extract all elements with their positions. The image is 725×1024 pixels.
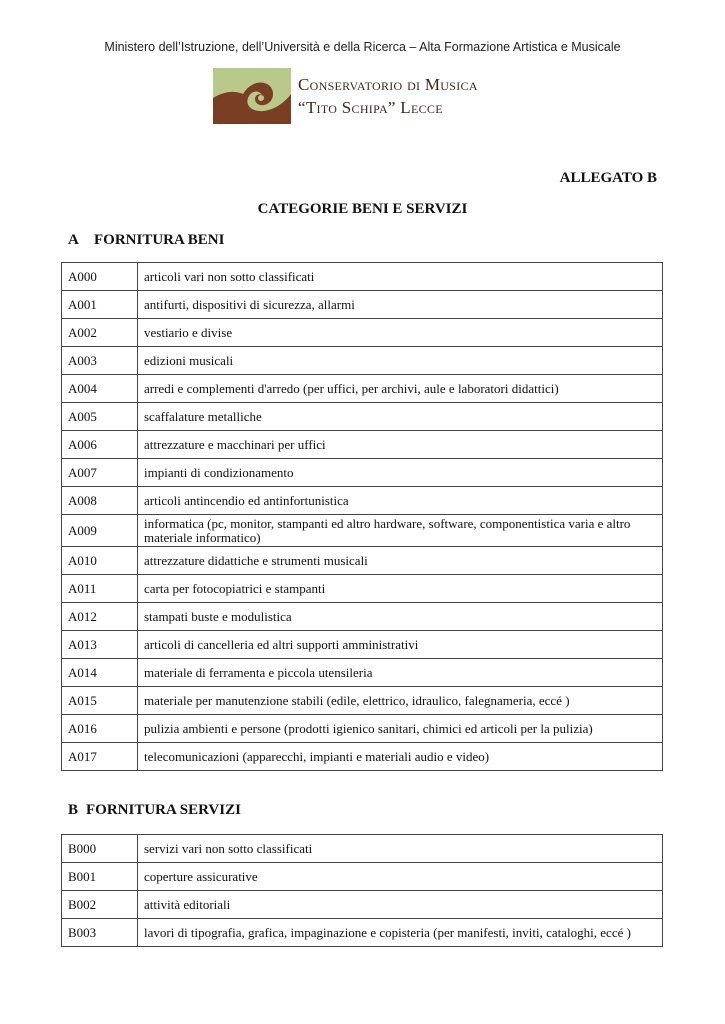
category-description: impianti di condizionamento bbox=[138, 459, 663, 487]
category-code: B000 bbox=[62, 835, 138, 863]
table-row bbox=[62, 263, 663, 291]
category-description: articoli di cancelleria ed altri supporti amministrativi bbox=[138, 631, 663, 659]
conservatory-logo bbox=[213, 68, 513, 126]
category-description: materiale di ferramenta e piccola utensileria bbox=[138, 659, 663, 687]
category-code: A009 bbox=[62, 515, 138, 547]
category-description: vestiario e divise bbox=[138, 319, 663, 347]
attachment-label: ALLEGATO B bbox=[559, 170, 657, 186]
category-code: A004 bbox=[62, 375, 138, 403]
category-description: lavori di tipografia, grafica, impaginazione e copisteria (per manifesti, inviti, cataloghi, eccé ) bbox=[138, 919, 663, 947]
category-description: arredi e complementi d'arredo (per uffici, per archivi, aule e laboratori didattici) bbox=[138, 375, 663, 403]
category-description: carta per fotocopiatrici e stampanti bbox=[138, 575, 663, 603]
category-code: A005 bbox=[62, 403, 138, 431]
table-row bbox=[62, 459, 663, 487]
logo-line-1: Conservatorio di Musica bbox=[298, 75, 478, 94]
table-row bbox=[62, 919, 663, 947]
category-description: attrezzature e macchinari per uffici bbox=[138, 431, 663, 459]
section-b-letter: B bbox=[68, 802, 79, 818]
table-row bbox=[62, 687, 663, 715]
category-code: B002 bbox=[62, 891, 138, 919]
table-row bbox=[62, 743, 663, 771]
category-code: A002 bbox=[62, 319, 138, 347]
table-row bbox=[62, 487, 663, 515]
document-title: CATEGORIE BENI E SERVIZI bbox=[257, 201, 468, 217]
table-row bbox=[62, 403, 663, 431]
section-a-letter: A bbox=[68, 232, 79, 248]
table-row bbox=[62, 891, 663, 919]
category-description: articoli antincendio ed antinfortunistica bbox=[138, 487, 663, 515]
category-description: servizi vari non sotto classificati bbox=[138, 835, 663, 863]
category-description: attività editoriali bbox=[138, 891, 663, 919]
table-row bbox=[62, 603, 663, 631]
category-description: edizioni musicali bbox=[138, 347, 663, 375]
table-row bbox=[62, 375, 663, 403]
section-b-heading bbox=[68, 802, 241, 819]
category-code: A017 bbox=[62, 743, 138, 771]
logo-line-2: “Tito Schipa” Lecce bbox=[298, 98, 443, 117]
table-row bbox=[62, 715, 663, 743]
category-code: A012 bbox=[62, 603, 138, 631]
category-code: A011 bbox=[62, 575, 138, 603]
table-row bbox=[62, 347, 663, 375]
category-description: antifurti, dispositivi di sicurezza, allarmi bbox=[138, 291, 663, 319]
category-code: A010 bbox=[62, 547, 138, 575]
category-code: A003 bbox=[62, 347, 138, 375]
table-row bbox=[62, 835, 663, 863]
category-description: scaffalature metalliche bbox=[138, 403, 663, 431]
logo-text bbox=[298, 76, 478, 116]
table-row bbox=[62, 631, 663, 659]
ministry-header: Ministero dell’Istruzione, dell’Università e della Ricerca – Alta Formazione Artistica e Musicale bbox=[104, 40, 621, 54]
category-code: B003 bbox=[62, 919, 138, 947]
table-row bbox=[62, 547, 663, 575]
category-code: A001 bbox=[62, 291, 138, 319]
table-row bbox=[62, 431, 663, 459]
category-code: A006 bbox=[62, 431, 138, 459]
section-a-heading bbox=[68, 232, 224, 249]
table-row bbox=[62, 515, 663, 547]
category-description: pulizia ambienti e persone (prodotti igienico sanitari, chimici ed articoli per la pulizia) bbox=[138, 715, 663, 743]
conservatory-emblem-icon bbox=[213, 68, 291, 124]
table-row bbox=[62, 863, 663, 891]
category-code: A000 bbox=[62, 263, 138, 291]
category-code: A008 bbox=[62, 487, 138, 515]
services-table bbox=[61, 834, 663, 947]
section-a-title: FORNITURA BENI bbox=[94, 232, 225, 248]
category-code: A007 bbox=[62, 459, 138, 487]
category-code: A016 bbox=[62, 715, 138, 743]
category-code: A014 bbox=[62, 659, 138, 687]
category-description: articoli vari non sotto classificati bbox=[138, 263, 663, 291]
category-description: informatica (pc, monitor, stampanti ed altro hardware, software, componentistica varia e altro materiale informatico) bbox=[138, 515, 663, 547]
goods-table bbox=[61, 262, 663, 771]
category-description: materiale per manutenzione stabili (edile, elettrico, idraulico, falegnameria, eccé ) bbox=[138, 687, 663, 715]
table-row bbox=[62, 291, 663, 319]
table-row bbox=[62, 659, 663, 687]
table-row bbox=[62, 575, 663, 603]
category-code: B001 bbox=[62, 863, 138, 891]
section-b-title: FORNITURA SERVIZI bbox=[86, 802, 241, 818]
category-description: stampati buste e modulistica bbox=[138, 603, 663, 631]
table-row bbox=[62, 319, 663, 347]
category-description: attrezzature didattiche e strumenti musicali bbox=[138, 547, 663, 575]
category-description: coperture assicurative bbox=[138, 863, 663, 891]
category-code: A015 bbox=[62, 687, 138, 715]
category-description: telecomunicazioni (apparecchi, impianti e materiali audio e video) bbox=[138, 743, 663, 771]
category-code: A013 bbox=[62, 631, 138, 659]
